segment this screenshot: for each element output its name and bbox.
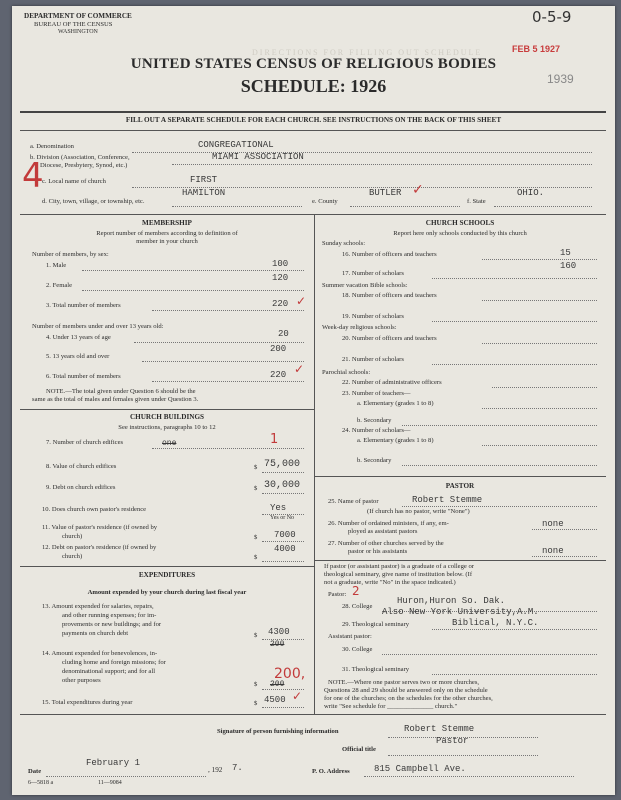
pastor-label: Pastor:: [328, 591, 347, 598]
dollar-sign: $: [254, 464, 258, 471]
city-label: WASHINGTON: [58, 29, 98, 35]
buildings-title: CHURCH BUILDINGS: [129, 413, 205, 421]
q4-label: 4. Under 13 years of age: [46, 334, 111, 341]
q13-line-4: payments on church debt: [62, 630, 129, 637]
q12-label-2: church): [62, 553, 83, 560]
assistant-label: Assistant pastor:: [328, 633, 372, 640]
q5-value[interactable]: 200: [270, 344, 287, 354]
q14-line-3: denominational support; and for all: [62, 668, 156, 675]
dollar-sign: $: [254, 485, 258, 492]
date-value[interactable]: February 1: [86, 758, 141, 768]
q14-line-2: cluding home and foreign missions; for: [62, 659, 166, 666]
bureau-label: BUREAU OF THE CENSUS: [34, 21, 113, 28]
denomination-label: a. Denomination: [30, 143, 74, 150]
by-sex-label: Number of members, by sex:: [32, 251, 109, 258]
address-label: P. O. Address: [312, 768, 350, 775]
bleed-through-text: DIRECTIONS FOR FILLING OUT SCHEDULE: [252, 48, 483, 57]
q29-value[interactable]: Biblical, N.Y.C.: [452, 618, 539, 628]
date-year[interactable]: 7.: [232, 763, 243, 773]
q26-value[interactable]: none: [542, 519, 564, 529]
received-stamp-date: FEB 5 1927: [512, 44, 561, 54]
q23a-label: a. Elementary (grades 1 to 8): [357, 400, 434, 407]
q24-label: 24. Number of scholars—: [342, 427, 411, 434]
date-label: Date: [28, 768, 42, 775]
q3-label: 3. Total number of members: [46, 302, 121, 309]
official-title-label: Official title: [342, 746, 376, 753]
q28-value[interactable]: Huron,Huron So. Dak.: [397, 596, 506, 606]
official-title-value[interactable]: Pastor: [436, 736, 469, 746]
graduate-instruction-3: not a graduate, write "No" in the space indicated.): [324, 579, 456, 586]
q14-value[interactable]: 200: [270, 680, 285, 689]
q31-label: 31. Theological seminary: [342, 666, 410, 673]
pastor-note-2: Questions 28 and 29 should be answered only on the schedule: [324, 687, 488, 694]
expenditures-title: EXPENDITURES: [138, 571, 196, 579]
q27-value[interactable]: none: [542, 546, 564, 556]
q10-label: 10. Does church own pastor's residence: [42, 506, 147, 513]
department-label: DEPARTMENT OF COMMERCE: [24, 12, 132, 20]
q11-label: 11. Value of pastor's residence (if owned by: [42, 524, 158, 531]
form-number-2: 11—9084: [98, 780, 122, 786]
membership-title: MEMBERSHIP: [142, 219, 192, 227]
q9-value[interactable]: 30,000: [264, 480, 301, 491]
q16-value[interactable]: 15: [560, 248, 571, 258]
check-mark-icon: ✓: [292, 689, 303, 703]
summer-header: Summer vacation Bible schools:: [322, 282, 408, 289]
q17-label: 17. Number of scholars: [342, 270, 404, 277]
q24a-label: a. Elementary (grades 1 to 8): [357, 437, 434, 444]
q23-label: 23. Number of teachers—: [342, 390, 411, 397]
membership-note-2: same as the total of males and females given under Question 3.: [32, 396, 199, 403]
q2-value[interactable]: 120: [272, 273, 289, 283]
expenditures-sub: Amount expended by your church during last fiscal year: [87, 589, 247, 596]
schools-title: CHURCH SCHOOLS: [425, 219, 495, 227]
q2-label: 2. Female: [46, 282, 73, 289]
membership-intro-2: member in your church: [136, 238, 198, 245]
signature-value[interactable]: Robert Stemme: [404, 724, 475, 734]
q27-label: 27. Number of other churches served by the: [328, 540, 444, 547]
q13-value[interactable]: 4300: [268, 627, 290, 637]
q25-note: (If church has no pastor, write "None"): [367, 508, 470, 515]
q15-label: 15. Total expenditures during year: [42, 699, 133, 706]
q26-label-2: ployed as assistant pastors: [348, 528, 418, 535]
q25-label: 25. Name of pastor: [328, 498, 379, 505]
check-mark-icon: ✓: [296, 294, 307, 308]
q11-value[interactable]: 7000: [274, 530, 296, 540]
membership-intro: Report number of members according to definition of: [96, 230, 238, 237]
graduate-instruction: If pastor (or assistant pastor) is a graduate of a college or: [324, 563, 474, 570]
buildings-sub: See instructions, paragraphs 10 to 12: [118, 424, 216, 431]
membership-note: NOTE.—The total given under Question 6 should be the: [46, 388, 196, 395]
schedule-title: SCHEDULE: 1926: [240, 76, 387, 96]
q29-label: 29. Theological seminary: [342, 621, 410, 628]
yes-no-hint: Yes or No: [270, 515, 295, 521]
q11-label-2: church): [62, 533, 83, 540]
check-mark-icon: ✓: [294, 362, 305, 376]
sunday-header: Sunday schools:: [322, 240, 366, 247]
q1-label: 1. Male: [46, 262, 67, 269]
q13-line-2: and other running expenses; for im-: [62, 612, 157, 619]
q8-value[interactable]: 75,000: [264, 459, 301, 470]
instruction-line: FILL OUT A SEPARATE SCHEDULE FOR EACH CHURCH. SEE INSTRUCTIONS ON THE BACK OF THIS SHEET: [125, 116, 502, 124]
denomination-value[interactable]: CONGREGATIONAL: [198, 140, 274, 150]
dollar-sign: $: [254, 681, 258, 688]
q28-label: 28. College: [342, 603, 373, 610]
city-town-label: d. City, town, village, or township, etc.: [42, 198, 145, 205]
q7-hand-value: 1: [270, 432, 279, 447]
q18-label: 18. Number of officers and teachers: [342, 292, 437, 299]
local-name-value[interactable]: FIRST: [190, 175, 218, 185]
q19-label: 19. Number of scholars: [342, 313, 404, 320]
division-value[interactable]: MIAMI ASSOCIATION: [212, 152, 304, 162]
q16-label: 16. Number of officers and teachers: [342, 251, 437, 258]
q20-label: 20. Number of officers and teachers: [342, 335, 437, 342]
q22-label: 22. Number of administrative officers: [342, 379, 442, 386]
q15-value[interactable]: 4500: [264, 695, 286, 705]
division-label-2: Diocese, Presbytery, Synod, etc.): [40, 162, 128, 169]
q7-label: 7. Number of church edifices: [46, 439, 124, 446]
q10-value[interactable]: Yes: [270, 503, 287, 513]
local-name-label: c. Local name of church: [42, 178, 106, 185]
dollar-sign: $: [254, 534, 258, 541]
q17-value[interactable]: 160: [560, 261, 577, 271]
file-code: 0-5-9: [532, 8, 572, 26]
pastor-hand-mark: 2: [352, 584, 360, 598]
graduate-instruction-2: theological seminary, give name of institution below. (If: [324, 571, 473, 578]
q14-hand-value: 200,: [274, 666, 306, 682]
age-header: Number of members under and over 13 years old:: [32, 323, 164, 330]
q5-label: 5. 13 years old and over: [46, 353, 110, 360]
pastor-note-3: for one of the churches; on the schedules for the other churches,: [324, 695, 493, 702]
q9-label: 9. Debt on church edifices: [46, 484, 116, 491]
county-value[interactable]: BUTLER: [369, 188, 402, 198]
q14-line-4: other purposes: [62, 677, 101, 684]
census-schedule-page: [12, 6, 615, 795]
pastor-note-4: write "See schedule for ______________ church.": [324, 703, 458, 710]
state-value[interactable]: OHIO.: [517, 188, 545, 198]
q13-line-1: 13. Amount expended for salaries, repairs,: [42, 603, 154, 610]
weekday-header: Week-day religious schools:: [322, 324, 397, 331]
dollar-sign: $: [254, 632, 258, 639]
form-title: UNITED STATES CENSUS OF RELIGIOUS BODIES: [130, 56, 497, 72]
q7-value[interactable]: one: [162, 439, 177, 448]
q14-line-1: 14. Amount expended for benevolences, in-: [42, 650, 158, 657]
signature-label: Signature of person furnishing information: [217, 728, 339, 735]
schools-intro: Report here only schools conducted by this church: [393, 230, 527, 237]
q1-value[interactable]: 100: [272, 259, 289, 269]
dollar-sign: $: [254, 554, 258, 561]
margin-mark: 4: [22, 156, 44, 196]
stamp-number: 1939: [547, 72, 574, 86]
q4-value[interactable]: 20: [278, 329, 289, 339]
q21-label: 21. Number of scholars: [342, 356, 404, 363]
q13-line-3: provements or new buildings; and for: [62, 621, 162, 628]
q28-value-2[interactable]: Also New York University,A.M.: [382, 607, 539, 617]
q23b-label: b. Secondary: [357, 417, 392, 424]
q14-struck-top: 200: [270, 640, 285, 649]
q6-value[interactable]: 220: [270, 370, 287, 380]
dollar-sign: $: [254, 700, 258, 707]
q8-label: 8. Value of church edifices: [46, 463, 117, 470]
pastor-note: NOTE.—Where one pastor serves two or more churches,: [328, 679, 480, 686]
q27-label-2: pastor or his assistants: [348, 548, 408, 555]
q26-label: 26. Number of ordained ministers, if any, em-: [328, 520, 449, 527]
q3-value[interactable]: 220: [272, 299, 289, 309]
city-town-value[interactable]: HAMILTON: [182, 188, 226, 198]
q25-value[interactable]: Robert Stemme: [412, 495, 483, 505]
q6-label: 6. Total number of members: [46, 373, 121, 380]
q30-label: 30. College: [342, 646, 373, 653]
check-mark-icon: ✓: [412, 182, 424, 198]
date-year-prefix: , 192: [208, 766, 223, 774]
pastor-title: PASTOR: [445, 482, 475, 490]
state-label: f. State: [467, 198, 486, 205]
county-label: e. County: [312, 198, 338, 205]
q12-value[interactable]: 4000: [274, 544, 296, 554]
address-value[interactable]: 815 Campbell Ave.: [374, 764, 466, 774]
division-label: b. Division (Association, Conference,: [30, 154, 130, 161]
q12-label: 12. Debt on pastor's residence (if owned by: [42, 544, 157, 551]
q24b-label: b. Secondary: [357, 457, 392, 464]
parochial-header: Parochial schools:: [322, 369, 371, 376]
form-number: 6—5818 a: [28, 780, 54, 786]
